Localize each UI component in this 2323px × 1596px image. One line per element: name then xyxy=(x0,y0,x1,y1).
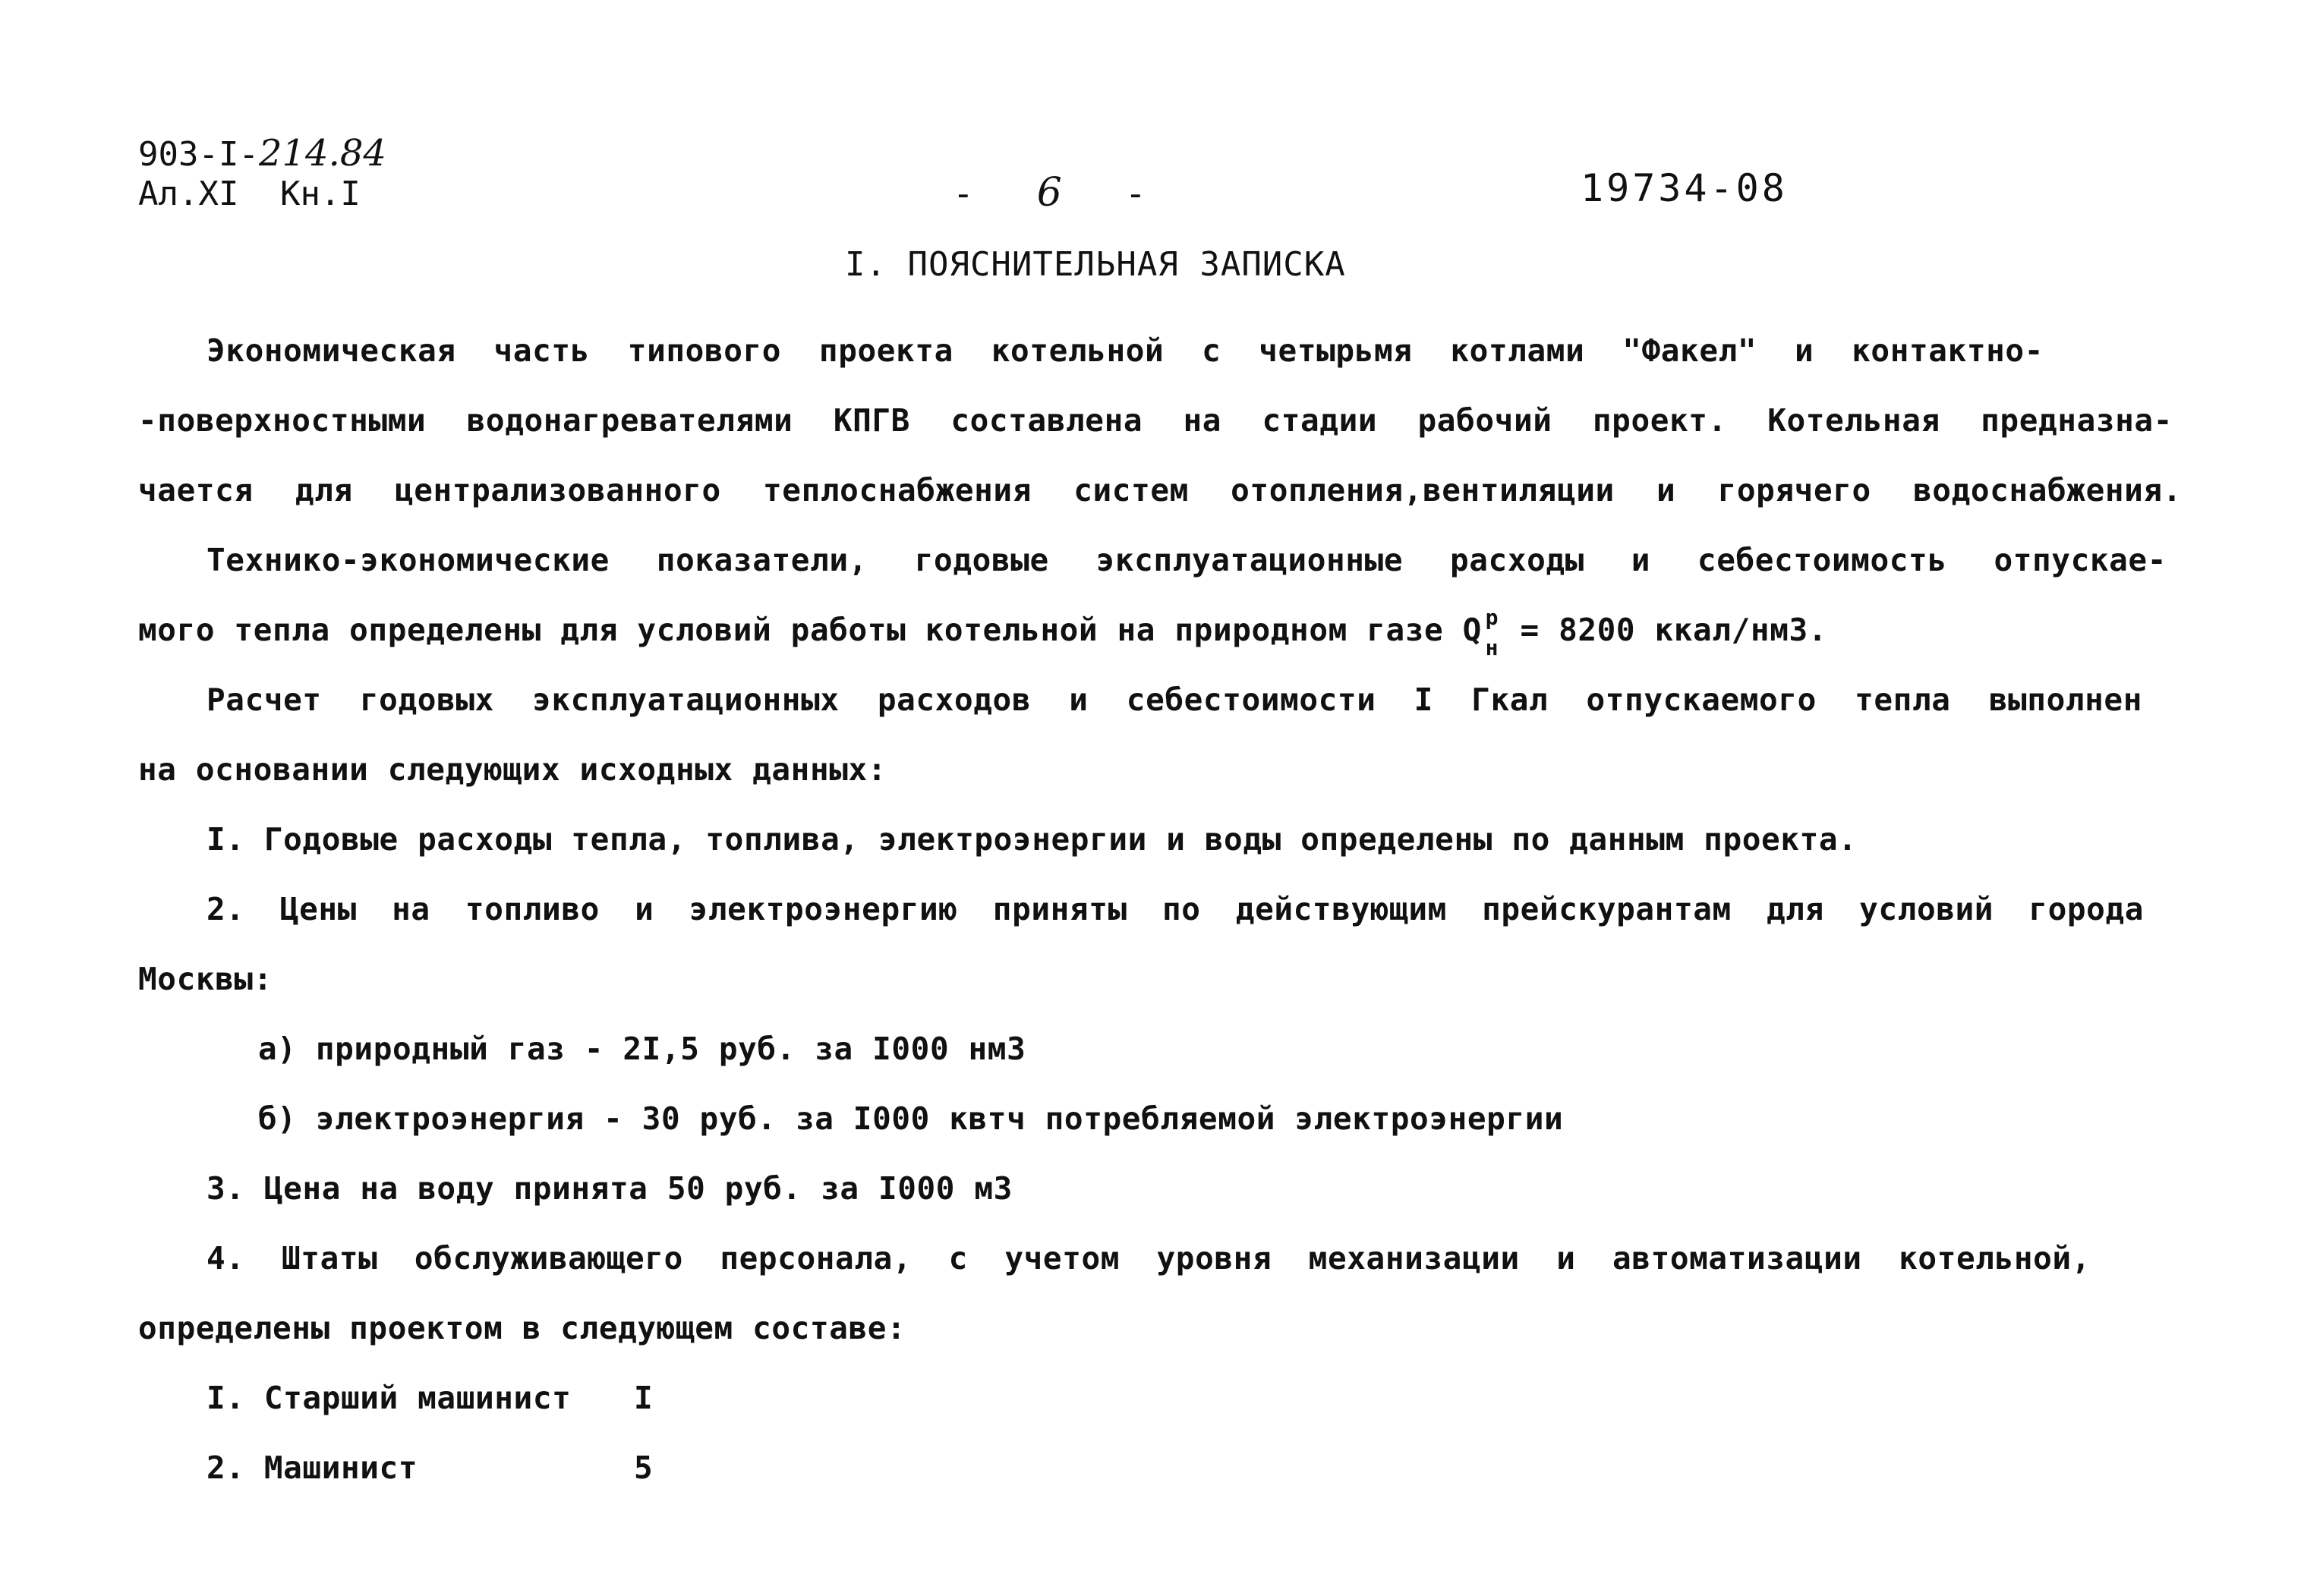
document-code xyxy=(138,134,386,175)
page-number xyxy=(953,172,1146,215)
paragraph-3-line-1: Расчет годовых эксплуатационных расходов и себестоимости I Гкал отпускаемого тепла выполнен xyxy=(206,682,2142,718)
staff-role: I. Старший машинист xyxy=(206,1380,572,1416)
formula-base: Q xyxy=(1462,612,1482,648)
paragraph-3-line-2: на основании следующих исходных данных: xyxy=(138,751,887,788)
list-item-4-line-1: 4. Штаты обслуживающего персонала, с учетом уровня механизации и автоматизации котельной, xyxy=(206,1240,2091,1276)
staff-row xyxy=(206,1378,571,1418)
paragraph-1-line-1: Экономическая часть типового проекта котельной с четырьмя котлами "Факел" и контактно- xyxy=(206,332,2044,369)
document-number: 19734-08 xyxy=(1581,166,1788,210)
paragraph-2-line-1: Технико-экономические показатели, годовые эксплуатационные расходы и себестоимость отпускае- xyxy=(206,542,2167,578)
paragraph-2-line-2-text: мого тепла определены для условий работы котельной на природном газе xyxy=(138,612,1444,648)
formula-superscript: р xyxy=(1485,605,1499,630)
heating-value: = 8200 ккал/нм3. xyxy=(1520,612,1828,648)
list-item-2a: а) природный газ - 2I,5 руб. за I000 нм3 xyxy=(258,1031,1026,1067)
paragraph-2-line-2 xyxy=(138,605,1828,660)
paragraph-1-line-2: -поверхностными водонагревателями КПГВ составлена на стадии рабочий проект. Котельная предназна- xyxy=(138,402,2173,439)
staff-role: 2. Машинист xyxy=(206,1450,418,1486)
page-digit: 6 xyxy=(1036,170,1062,216)
list-item-1: I. Годовые расходы тепла, топлива, электроэнергии и воды определены по данным проекта. xyxy=(206,821,1858,858)
heating-value-formula xyxy=(1462,605,1499,660)
page-title: I. ПОЯСНИТЕЛЬНАЯ ЗАПИСКА xyxy=(845,245,1346,284)
page-dash-left: - xyxy=(953,173,974,214)
paragraph-1-line-3: чается для централизованного теплоснабжения систем отопления,вентиляции и горячего водоснабжения. xyxy=(138,472,2182,508)
staff-count: I xyxy=(634,1380,654,1416)
list-item-2b: б) электроэнергия - 30 руб. за I000 квтч потребляемой электроэнергии xyxy=(258,1100,1564,1137)
document-code-prefix: 903-I- xyxy=(138,135,259,174)
list-item-2-line-1: 2. Цены на топливо и электроэнергию приняты по действующим прейскурантам для условий города xyxy=(206,891,2144,927)
staff-count: 5 xyxy=(634,1450,654,1486)
document-code-handwritten: 214.84 xyxy=(258,132,386,175)
album-label: Ал.XI xyxy=(138,175,239,213)
formula-subscript: н xyxy=(1485,635,1499,660)
book-label: Кн.I xyxy=(279,175,361,213)
list-item-3: 3. Цена на воду принята 50 руб. за I000 м3 xyxy=(206,1170,1013,1207)
list-item-4-line-2: определены проектом в следующем составе: xyxy=(138,1310,906,1346)
album-book-label xyxy=(138,175,361,214)
staff-row xyxy=(206,1448,418,1487)
page-dash-right: - xyxy=(1124,173,1146,214)
list-item-2-line-2: Москвы: xyxy=(138,961,273,997)
